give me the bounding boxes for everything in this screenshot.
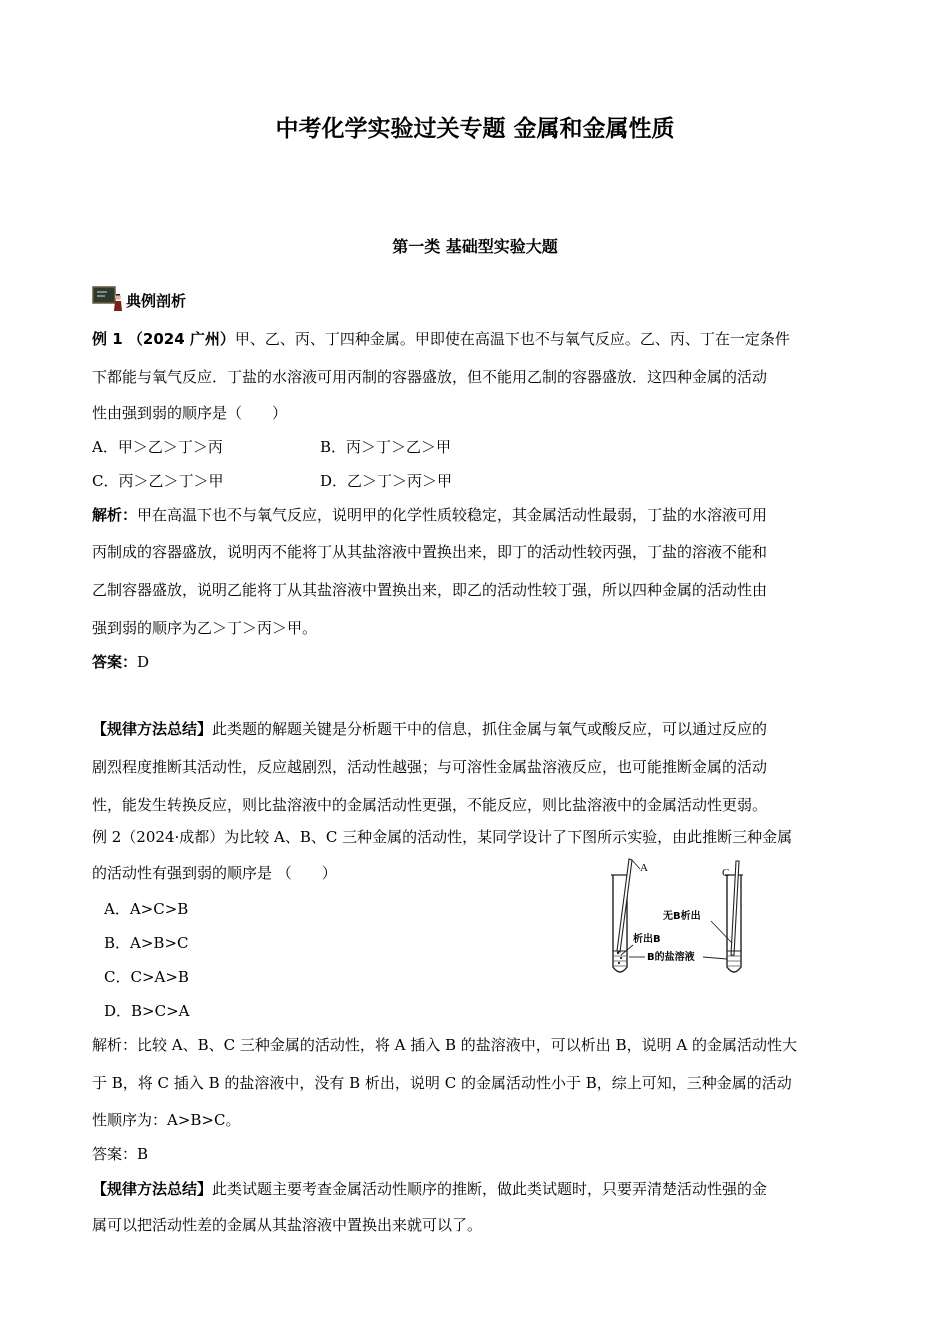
section-label: 典例剖析 <box>126 292 187 310</box>
ex1-option-c: C．丙＞乙＞丁＞甲 <box>92 472 224 490</box>
ex2-stem-line-2: 的活动性有强到弱的顺序是 （ ） <box>92 864 337 882</box>
ex1-analysis-line-4: 强到弱的顺序为乙＞丁＞丙＞甲。 <box>92 619 318 637</box>
section-subtitle: 第一类 基础型实验大题 <box>392 237 558 256</box>
summary2-line-2: 属可以把活动性差的金属从其盐溶液中置换出来就可以了。 <box>92 1216 483 1234</box>
ex2-analysis-line-3: 性顺序为：A>B>C。 <box>92 1111 241 1129</box>
ex1-stem-line-3: 性由强到弱的顺序是（ ） <box>92 404 288 422</box>
ex1-answer: 答案：D <box>92 653 150 671</box>
summary2-label: 【规律方法总结】 <box>92 1180 213 1198</box>
page-title: 中考化学实验过关专题 金属和金属性质 <box>275 116 675 142</box>
label-no-b: 无B析出 <box>663 911 701 922</box>
ex2-option-d: D．B>C>A <box>104 1002 190 1020</box>
summary1-line-2: 剧烈程度推断其活动性，反应越剧烈，活动性越强；与可溶性金属盐溶液反应，也可能推断金属的活动 <box>92 758 768 776</box>
ex2-option-c: C．C>A>B <box>104 968 189 986</box>
summary1-line-1: 【规律方法总结】此类题的解题关键是分析题干中的信息，抓住金属与氧气或酸反应，可以通过反应的 <box>92 720 768 738</box>
ex1-analysis-line-3: 乙制容器盛放，说明乙能将丁从其盐溶液中置换出来，即乙的活动性较丁强，所以四种金属的活动性由 <box>92 581 768 599</box>
blackboard-teacher-icon <box>92 286 124 312</box>
label-a: A <box>640 862 648 874</box>
ex2-stem-line-1: 例 2（2024·成都）为比较 A、B、C 三种金属的活动性，某同学设计了下图所示实验，由此推断三种金属 <box>92 828 793 846</box>
ex1-stem-line-2: 下都能与氧气反应．丁盐的水溶液可用丙制的容器盛放，但不能用乙制的容器盛放．这四种金属的活动 <box>92 368 768 386</box>
ex1-answer-label: 答案： <box>92 653 138 671</box>
ex1-analysis-line-2: 丙制成的容器盛放，说明丙不能将丁从其盐溶液中置换出来，即丁的活动性较丙强，丁盐的溶液不能和 <box>92 543 768 561</box>
label-c: C <box>722 867 730 879</box>
metal-a-strip <box>617 859 632 952</box>
ex2-analysis-line-2: 于 B，将 C 插入 B 的盐溶液中，没有 B 析出，说明 C 的金属活动性小于 B，综上可知，三种金属的活动 <box>92 1074 792 1092</box>
ex1-label: 例 1 （2024 广州） <box>92 330 235 348</box>
test-tube-figure <box>607 855 757 980</box>
summary1-label: 【规律方法总结】 <box>92 720 213 738</box>
ex1-stem-line-1: 例 1 （2024 广州）甲、乙、丙、丁四种金属。甲即使在高温下也不与氧气反应。乙、丙、丁在一定条件 <box>92 330 790 348</box>
ex1-analysis-label: 解析： <box>92 506 138 524</box>
summary1-line-3: 性，能发生转换反应，则比盐溶液中的金属活动性更强，不能反应，则比盐溶液中的金属活动性更弱。 <box>92 796 768 814</box>
ex1-option-d: D．乙＞丁＞丙＞甲 <box>320 472 453 490</box>
ex1-analysis-line-1: 解析：甲在高温下也不与氧气反应，说明甲的化学性质较稳定，其金属活动性最弱，丁盐的水溶液可用 <box>92 506 768 524</box>
label-solution: B的盐溶液 <box>647 952 695 963</box>
ex2-analysis-line-1: 解析：比较 A、B、C 三种金属的活动性，将 A 插入 B 的盐溶液中，可以析出 B，说明 A 的金属活动性大 <box>92 1036 797 1054</box>
summary2-line-1: 【规律方法总结】此类试题主要考查金属活动性顺序的推断，做此类试题时，只要弄清楚活动性强的金 <box>92 1180 768 1198</box>
ex1-option-b: B．丙＞丁＞乙＞甲 <box>320 438 452 456</box>
label-b-out: 析出B <box>633 934 661 945</box>
section-heading <box>92 282 186 312</box>
ex1-option-a: A．甲＞乙＞丁＞丙 <box>92 438 223 456</box>
ex2-option-b: B．A>B>C <box>104 934 189 952</box>
ex2-option-a: A．A>C>B <box>104 900 189 918</box>
ex2-answer: 答案：B <box>92 1145 149 1163</box>
